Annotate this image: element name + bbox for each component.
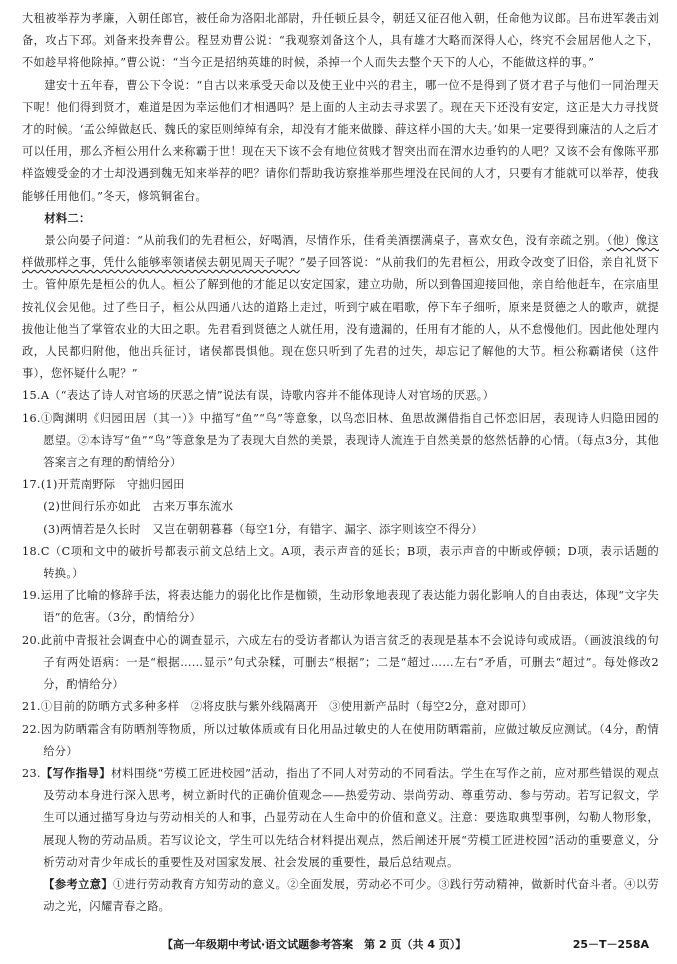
document-code: 25－T－258A: [572, 938, 649, 951]
answer-17-line-3: [22, 519, 659, 541]
answer-number: 22.: [22, 722, 41, 736]
material-two-label: 材料二：: [44, 211, 91, 225]
answer-17-line-2: [22, 496, 659, 518]
answer-text: 此前中青报社会调查中心的调查显示，六成左右的受访者都认为语言贫乏的表现是基本不会说诗句或成语。（画波浪线的句子有两处语病：一是“根据……显示”句式杂糅，可删去“根据”；二是“超过……左右”矛盾，可删去“超过”。每处修改2分，酌情给分）: [40, 633, 659, 692]
answer-22: [22, 719, 659, 763]
material-two-opening: 景公向晏子问道：“从前我们的先君桓公，好喝酒，尽情作乐，佳肴美酒摆满桌子，喜欢女色，没有亲疏之别。: [44, 234, 607, 248]
material-two-rest: ”晏子回答说：“从前我们的先君桓公，用政令改变了旧俗，亲自礼贤下士。管仲原先是桓公的仇人。桓公了解到他的才能足以安定国家，建立功勋，所以到鲁国迎接回他，亲自给他赶车，在宗庙里按礼仪会见他。过了些日子，桓公从四通八达的道路上走过，听到宁戚在唱歌，停下车子细听，原来是贤德之人的歌声，就提拔他让他当了掌管农业的大田之职。先君看到贤德之人就任用，没有遗漏的，任用有才能的人，从不怠慢他们。因此他处理内政，人民都归附他，他出兵征讨，诸侯都畏惧他。现在您只听到了先君的过失，却忘记了解他的大节。桓公称霸诸侯（这件事），您怀疑什么呢？”: [22, 256, 659, 381]
answer-17: [22, 474, 659, 496]
answer-text: A（“表达了诗人对官场的厌恶之情”说法有误，诗歌内容并不能体现诗人对官场的厌恶。）: [40, 389, 495, 403]
answer-text: 运用了比喻的修辞手法，将表达能力的弱化比作是枷锁，生动形象地表现了表达能力弱化影响人的自由表达，体现“文字失语”的危害。（3分，酌情给分）: [40, 589, 659, 625]
answer-number: 19.: [22, 589, 41, 603]
answer-19: [22, 585, 659, 629]
writing-guide-label: 【写作指导】: [40, 766, 111, 780]
answer-18: [22, 541, 659, 585]
footer-title: 【高一年级期中考试·语文试题参考答案 第 2 页（共 4 页）】: [162, 938, 467, 951]
answer-text: C（C项和文中的破折号都表示前文总结上文。A项，表示声音的延长；B项，表示声音的中断或停顿；D项，表示话题的转换。）: [40, 544, 659, 581]
answer-21: [22, 696, 659, 718]
answer-15: [22, 385, 659, 407]
wavy-underlined-sentence: （他）像这样做那样之事，凭什么能够率领诸侯去朝见周天子呢？: [22, 234, 660, 270]
answer-text: 因为防晒霜含有防晒剂等物质，所以过敏体质或有日化用品过敏史的人在使用防晒霜前，应做过敏反应测试。（4分，酌情给分）: [40, 722, 659, 758]
answer-text: (2)世间行乐亦如此 古来万事东流水: [43, 500, 234, 514]
answer-text: (3)两情若是久长时 又岂在朝朝暮暮（每空1分，有错字、漏字、添字则该空不得分）: [43, 522, 483, 536]
answer-number: 17.: [22, 478, 41, 492]
answer-number: 16.: [22, 411, 41, 425]
answer-16: [22, 408, 659, 475]
answer-20: [22, 630, 659, 697]
translation-paragraph-2: 建安十五年春，曹公下令说：“自古以来承受天命以及使王业中兴的君主，哪一位不是得到了贤才君子与他们一同治理天下呢！他们得到贤才，难道是因为幸运他们才相遇吗？是上面的人主动去寻求罢了。现在天下还没有安定，这正是大力寻找贤才的时候。‘孟公绰做赵氏、魏氏的家臣则绰绰有余，却没有才能来做滕、薛这样小国的大夫。’如果一定要得到廉洁的人之后才可以任用，那么齐桓公用什么来称霸于世！现在天下该不会有地位贫贱才智突出而在渭水边垂钓的人吧？又该不会有像陈平那样盗嫂受金的才士却没遇到魏无知来举荐的吧？请你们帮助我访察推举那些埋没在民间的人才，只要有才能就可以举荐，使我能够任用他们。”冬天，修筑铜雀台。: [22, 78, 659, 203]
page-content: [22, 8, 659, 918]
translation-paragraph-1: 大租被举荐为孝廉，入朝任郎官，被任命为洛阳北部尉，升任顿丘县令，朝廷又征召他入朝，任命他为议郎。吕布进军袭击刘备，攻占下邳。刘备来投奔曹公。程昱劝曹公说：“我观察刘备这个人，具有雄才大略而深得人心，终究不会屈居他人之下，不如趁早将他除掉。”曹公说：“当今正是招纳英雄的时候，杀掉一个人而失去整个天下的人心，不能做这样的事。”: [22, 12, 659, 70]
answer-text: (1)开荒南野际 守拙归园田: [40, 478, 185, 492]
answer-number: 21.: [22, 700, 41, 714]
answer-number: 20.: [22, 633, 41, 647]
answer-number: 18.: [22, 544, 41, 558]
answer-number: 23.: [22, 766, 41, 780]
reference-idea-label: 【参考立意】: [43, 877, 113, 891]
writing-guide-text: 材料围绕“劳模工匠进校园”活动，指出了不同人对劳动的不同看法。学生在写作之前，应对那些错误的观点及劳动本身进行深入思考，树立新时代的正确价值观念——热爱劳动、崇尚劳动、尊重劳动、参与劳动。若写记叙文，学生可以通过描写身边与劳动相关的人和事，凸显劳动在人生命中的价值和意义。注意：要选取典型事例，勾勒人物形象，展现人物的劳动品质。若写议论文，学生可以先结合材料提出观点，然后阐述开展“劳模工匠进校园”活动的重要意义，分析劳动对青少年成长的重要性及对国家发展、社会发展的重要性，最后总结观点。: [43, 766, 659, 869]
answer-text: ①目前的防晒方式多种多样 ②将皮肤与紫外线隔离开 ③使用新产品时（每空2分，意对即可）: [40, 700, 533, 714]
material-two-translation: [22, 230, 659, 385]
answer-text: ①陶渊明《归园田居（其一）》中描写“鱼”“鸟”等意象，以鸟恋旧林、鱼思故渊借指自己怀恋旧居，表现诗人归隐田园的愿望。②本诗写“鱼”“鸟”等意象是为了表现大自然的美景，表现诗人流连于自然美景的悠然恬静的心情。（每点3分，其他答案言之有理的酌情给分）: [40, 411, 659, 470]
answer-number: 15.: [22, 389, 41, 403]
reference-idea: [22, 874, 659, 918]
answer-list: [22, 385, 659, 762]
reference-idea-text: ①进行劳动教育方知劳动的意义。②全面发展，劳动必不可少。③践行劳动精神，做新时代奋斗者。④以劳动之光，闪耀青春之路。: [43, 877, 659, 914]
answer-23: [22, 763, 659, 874]
